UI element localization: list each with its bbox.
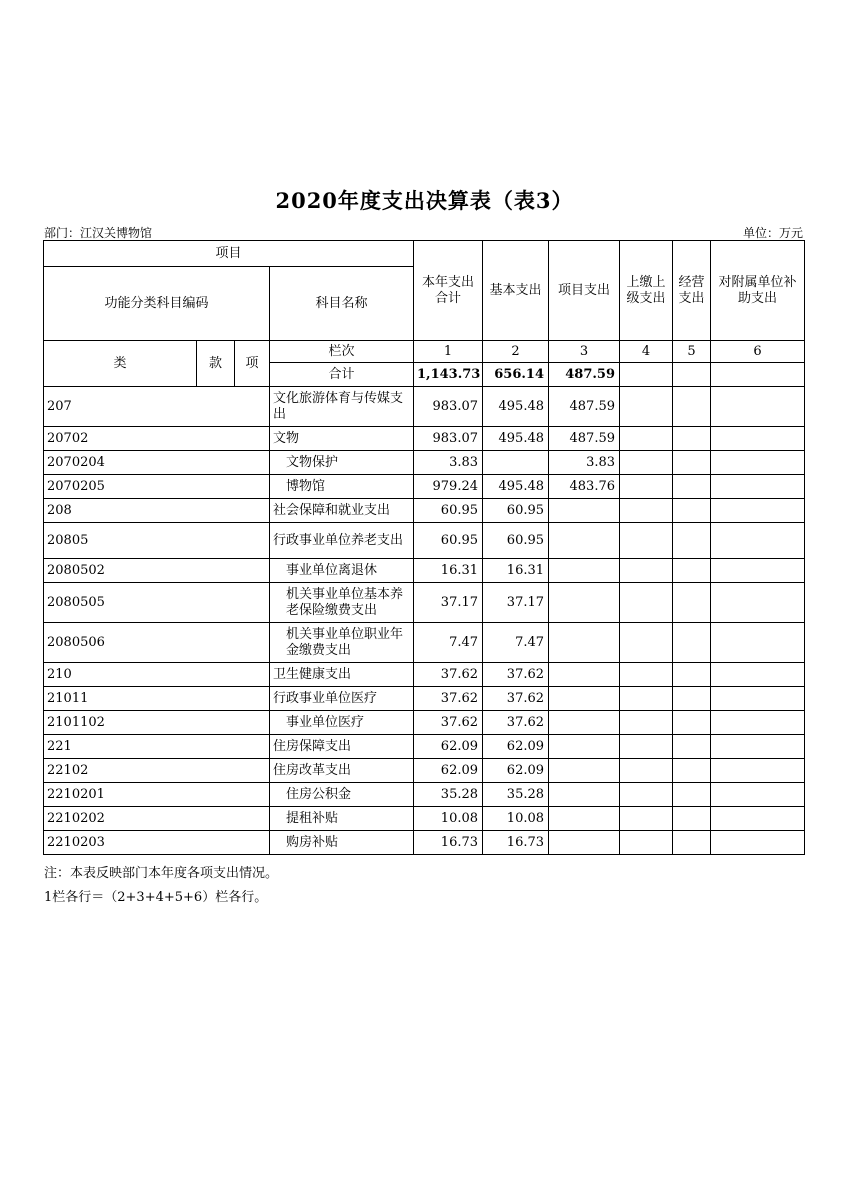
row-col1: 979.24: [414, 475, 483, 499]
row-col6: [711, 523, 805, 559]
row-col6: [711, 475, 805, 499]
row-code: 2080506: [44, 623, 270, 663]
row-col3: [549, 623, 620, 663]
row-col1: 3.83: [414, 451, 483, 475]
row-col2: [483, 451, 549, 475]
row-col1: 60.95: [414, 523, 483, 559]
row-col4: [620, 559, 673, 583]
table-row: [44, 711, 805, 735]
header-lanci: 栏次: [270, 341, 414, 363]
row-col4: [620, 687, 673, 711]
table-row: [44, 451, 805, 475]
total-col4: [620, 363, 673, 387]
table-row: [44, 387, 805, 427]
header-project: 项目: [44, 241, 414, 267]
row-col1: 983.07: [414, 387, 483, 427]
row-col4: [620, 711, 673, 735]
row-code: 2080505: [44, 583, 270, 623]
col-number-4: 4: [620, 341, 673, 363]
col-number-2: 2: [483, 341, 549, 363]
row-col3: [549, 687, 620, 711]
row-col3: [549, 711, 620, 735]
row-col5: [673, 687, 711, 711]
row-col6: [711, 735, 805, 759]
row-col1: 10.08: [414, 807, 483, 831]
row-col6: [711, 499, 805, 523]
table-row: [44, 735, 805, 759]
row-col6: [711, 831, 805, 855]
header-code: 功能分类科目编码: [44, 267, 270, 341]
header-name: 科目名称: [270, 267, 414, 341]
header-col1: 本年支出合计: [414, 241, 483, 341]
row-col1: 983.07: [414, 427, 483, 451]
row-col3: 483.76: [549, 475, 620, 499]
row-col5: [673, 451, 711, 475]
header-xiang: 项: [235, 341, 270, 387]
row-col3: [549, 499, 620, 523]
row-code: 20805: [44, 523, 270, 559]
row-col2: 35.28: [483, 783, 549, 807]
row-col6: [711, 663, 805, 687]
row-col6: [711, 711, 805, 735]
row-name: 提租补贴: [270, 807, 414, 831]
row-name: 事业单位医疗: [270, 711, 414, 735]
table-row: [44, 559, 805, 583]
row-col1: 35.28: [414, 783, 483, 807]
row-code: 221: [44, 735, 270, 759]
table-row: [44, 499, 805, 523]
row-col2: 37.62: [483, 687, 549, 711]
row-name: 社会保障和就业支出: [270, 499, 414, 523]
col-number-1: 1: [414, 341, 483, 363]
row-name: 文物保护: [270, 451, 414, 475]
row-col5: [673, 831, 711, 855]
row-col4: [620, 623, 673, 663]
header-lei: 类: [44, 341, 197, 387]
row-col3: [549, 559, 620, 583]
row-name: 住房改革支出: [270, 759, 414, 783]
row-code: 21011: [44, 687, 270, 711]
row-col5: [673, 783, 711, 807]
row-col2: 37.62: [483, 663, 549, 687]
row-col1: 62.09: [414, 735, 483, 759]
row-col3: [549, 663, 620, 687]
row-col2: 16.73: [483, 831, 549, 855]
row-col6: [711, 451, 805, 475]
row-col6: [711, 583, 805, 623]
row-name: 机关事业单位职业年金缴费支出: [270, 623, 414, 663]
table-row: [44, 807, 805, 831]
table-row: [44, 687, 805, 711]
row-col6: [711, 783, 805, 807]
department-label: 部门：江汉关博物馆: [44, 226, 153, 240]
total-col5: [673, 363, 711, 387]
row-col5: [673, 475, 711, 499]
row-code: 207: [44, 387, 270, 427]
row-code: 2070204: [44, 451, 270, 475]
row-col2: 37.62: [483, 711, 549, 735]
row-col6: [711, 759, 805, 783]
row-col4: [620, 427, 673, 451]
row-col3: [549, 583, 620, 623]
row-code: 210: [44, 663, 270, 687]
row-code: 2210201: [44, 783, 270, 807]
row-name: 住房公积金: [270, 783, 414, 807]
row-col3: 3.83: [549, 451, 620, 475]
table-row: [44, 523, 805, 559]
row-col2: 495.48: [483, 387, 549, 427]
row-col2: 495.48: [483, 475, 549, 499]
header-col5: 经营支出: [673, 241, 711, 341]
row-col5: [673, 499, 711, 523]
row-col5: [673, 735, 711, 759]
row-name: 行政事业单位养老支出: [270, 523, 414, 559]
row-col2: 62.09: [483, 735, 549, 759]
row-name: 文化旅游体育与传媒支出: [270, 387, 414, 427]
row-col3: 487.59: [549, 427, 620, 451]
table-row: [44, 475, 805, 499]
header-col2: 基本支出: [483, 241, 549, 341]
row-col3: [549, 523, 620, 559]
row-col6: [711, 427, 805, 451]
row-col2: 495.48: [483, 427, 549, 451]
row-col4: [620, 735, 673, 759]
note-line-2: 1栏各行＝（2+3+4+5+6）栏各行。: [44, 890, 268, 905]
unit-label: 单位：万元: [742, 226, 803, 240]
row-name: 卫生健康支出: [270, 663, 414, 687]
row-code: 208: [44, 499, 270, 523]
table-row: [44, 831, 805, 855]
row-col1: 37.17: [414, 583, 483, 623]
total-col2: 656.14: [483, 363, 549, 387]
page-title: 2020年度支出决算表（表3）: [275, 188, 574, 213]
col-number-5: 5: [673, 341, 711, 363]
total-col1: 1,143.73: [414, 363, 483, 387]
row-col3: [549, 759, 620, 783]
row-col5: [673, 711, 711, 735]
row-col4: [620, 759, 673, 783]
row-col4: [620, 387, 673, 427]
row-col6: [711, 623, 805, 663]
row-col1: 16.31: [414, 559, 483, 583]
total-col6: [711, 363, 805, 387]
note-line-1: 注：本表反映部门本年度各项支出情况。: [44, 866, 279, 881]
table-row: [44, 623, 805, 663]
row-name: 博物馆: [270, 475, 414, 499]
row-name: 文物: [270, 427, 414, 451]
row-code: 2210203: [44, 831, 270, 855]
row-col6: [711, 559, 805, 583]
row-col4: [620, 499, 673, 523]
row-code: 20702: [44, 427, 270, 451]
row-col1: 16.73: [414, 831, 483, 855]
row-name: 机关事业单位基本养老保险缴费支出: [270, 583, 414, 623]
row-code: 2080502: [44, 559, 270, 583]
header-col4: 上缴上级支出: [620, 241, 673, 341]
row-col1: 62.09: [414, 759, 483, 783]
row-col1: 7.47: [414, 623, 483, 663]
row-name: 行政事业单位医疗: [270, 687, 414, 711]
header-kuan: 款: [197, 341, 235, 387]
row-col4: [620, 475, 673, 499]
row-col5: [673, 663, 711, 687]
row-col5: [673, 427, 711, 451]
row-col2: 16.31: [483, 559, 549, 583]
row-col5: [673, 523, 711, 559]
row-col5: [673, 807, 711, 831]
row-name: 购房补贴: [270, 831, 414, 855]
row-col6: [711, 687, 805, 711]
row-col3: 487.59: [549, 387, 620, 427]
row-col3: [549, 735, 620, 759]
row-col5: [673, 387, 711, 427]
row-col1: 37.62: [414, 687, 483, 711]
row-col6: [711, 387, 805, 427]
row-code: 22102: [44, 759, 270, 783]
expenditure-table: [43, 240, 805, 855]
table-row: [44, 663, 805, 687]
row-col6: [711, 807, 805, 831]
row-col5: [673, 623, 711, 663]
row-col2: 7.47: [483, 623, 549, 663]
row-name: 事业单位离退休: [270, 559, 414, 583]
row-col5: [673, 759, 711, 783]
row-code: 2070205: [44, 475, 270, 499]
row-col1: 37.62: [414, 711, 483, 735]
row-col3: [549, 831, 620, 855]
row-col5: [673, 583, 711, 623]
header-col3: 项目支出: [549, 241, 620, 341]
row-name: 住房保障支出: [270, 735, 414, 759]
total-label: 合计: [270, 363, 414, 387]
total-col3: 487.59: [549, 363, 620, 387]
header-col6: 对附属单位补助支出: [711, 241, 805, 341]
row-col2: 62.09: [483, 759, 549, 783]
row-col3: [549, 783, 620, 807]
row-col1: 60.95: [414, 499, 483, 523]
row-col4: [620, 663, 673, 687]
row-col2: 37.17: [483, 583, 549, 623]
row-col4: [620, 831, 673, 855]
row-code: 2210202: [44, 807, 270, 831]
row-col3: [549, 807, 620, 831]
table-row: [44, 783, 805, 807]
table-row: [44, 427, 805, 451]
col-number-3: 3: [549, 341, 620, 363]
row-col4: [620, 451, 673, 475]
row-col2: 60.95: [483, 523, 549, 559]
table-row: [44, 583, 805, 623]
row-col4: [620, 783, 673, 807]
row-col5: [673, 559, 711, 583]
row-col2: 10.08: [483, 807, 549, 831]
row-col2: 60.95: [483, 499, 549, 523]
row-col4: [620, 523, 673, 559]
row-col4: [620, 807, 673, 831]
row-col4: [620, 583, 673, 623]
table-row: [44, 759, 805, 783]
col-number-6: 6: [711, 341, 805, 363]
row-code: 2101102: [44, 711, 270, 735]
row-col1: 37.62: [414, 663, 483, 687]
